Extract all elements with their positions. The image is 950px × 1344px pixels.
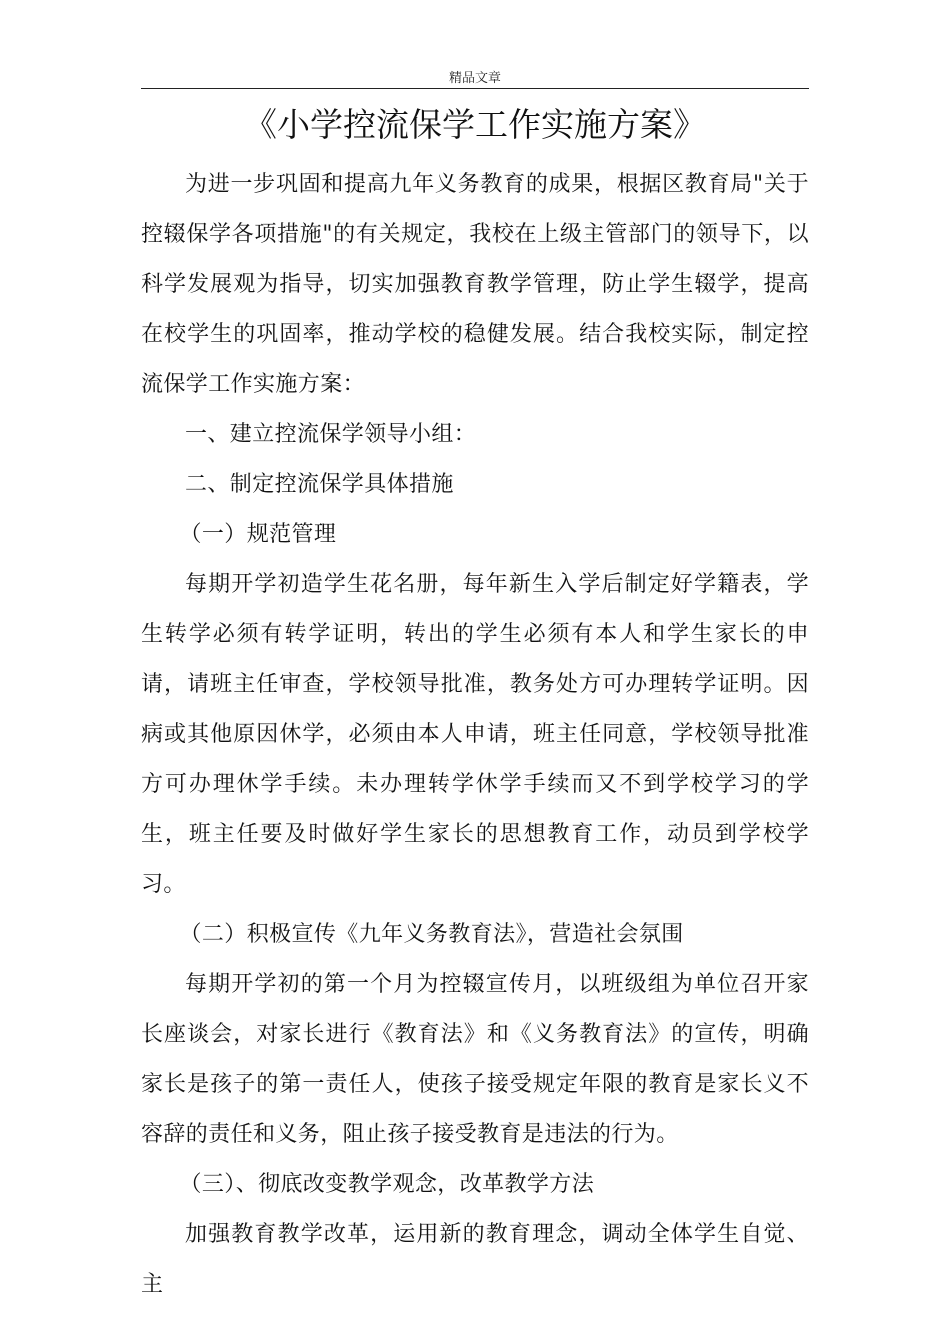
subsection-heading-3: （三）、彻底改变教学观念，改革教学方法 [179, 1172, 595, 1197]
paragraph-publicity: 每期开学初的第一个月为控辍宣传月，以班级组为单位召开家长座谈会，对家长进行《教育法》和《义务教育法》的宣传，明确家长是孩子的第一责任人，使孩子接受规定年限的教育是家长义不容辞的责任和义务，阻止孩子接受教育是违法的行为。 [141, 972, 809, 1147]
document-title: 《小学控流保学工作实施方案》 [244, 105, 706, 144]
paragraph-intro: 为进一步巩固和提高九年义务教育的成果，根据区教育局"关于控辍保学各项措施"的有关规定，我校在上级主管部门的领导下，以科学发展观为指导，切实加强教育教学管理，防止学生辍学，提高在校学生的巩固率，推动学校的稳健发展。结合我校实际，制定控流保学工作实施方案： [141, 172, 809, 397]
document-body [141, 160, 809, 1310]
subsection-heading-1: （一）规范管理 [179, 522, 337, 547]
section-heading-2: 二、制定控流保学具体措施 [185, 472, 454, 497]
paragraph-management: 每期开学初造学生花名册，每年新生入学后制定好学籍表，学生转学必须有转学证明，转出的学生必须有本人和学生家长的申请，请班主任审查，学校领导批准，教务处方可办理转学证明。因病或其他原因休学，必须由本人申请，班主任同意，学校领导批准方可办理休学手续。未办理转学休学手续而又不到学校学习的学生，班主任要及时做好学生家长的思想教育工作，动员到学校学习。 [141, 572, 809, 897]
section-heading-1: 一、建立控流保学领导小组： [185, 422, 477, 447]
header-divider [141, 88, 809, 89]
page-header-label: 精品文章 [448, 71, 501, 86]
paragraph-teaching-reform: 加强教育教学改革，运用新的教育理念，调动全体学生自觉、主 [141, 1222, 809, 1297]
subsection-heading-2: （二）积极宣传《九年义务教育法》，营造社会氛围 [179, 922, 684, 947]
